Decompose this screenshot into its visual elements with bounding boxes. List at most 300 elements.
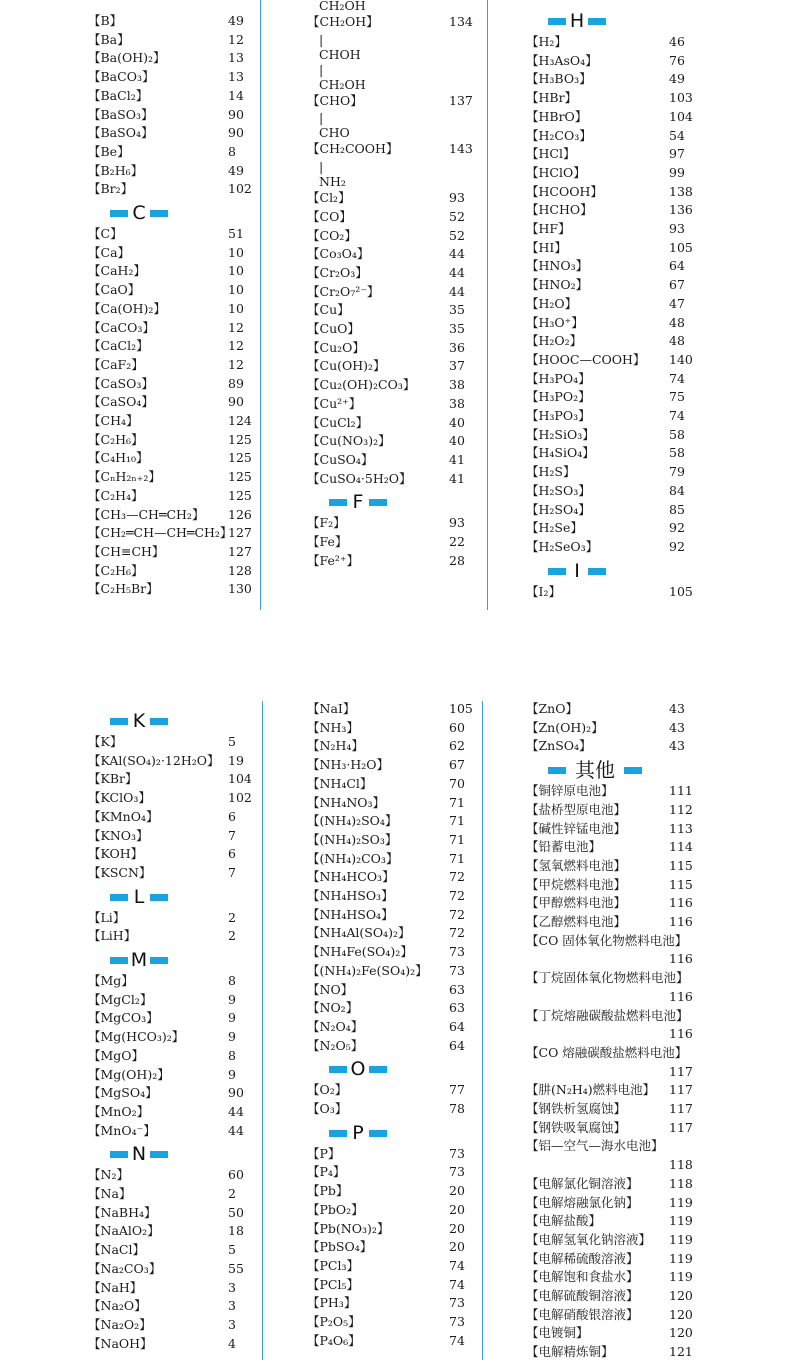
- entry-page: 102: [228, 181, 252, 197]
- entry-page: 105: [669, 239, 693, 255]
- entry-page: 44: [449, 264, 465, 280]
- entry-page: 115: [669, 876, 693, 892]
- structure-fragment: [319, 110, 350, 140]
- entry-formula: 【N₂】: [88, 1167, 129, 1183]
- header-bar-left: [548, 18, 566, 25]
- entry-page: 38: [449, 377, 465, 393]
- entry-page: 116: [669, 895, 693, 911]
- entry-page: 125: [228, 450, 252, 466]
- structure-line: |: [319, 159, 324, 175]
- entry-page: 93: [449, 515, 465, 531]
- entry-formula: 【电解稀硫酸溶液】: [526, 1250, 639, 1266]
- entry-page: 55: [228, 1260, 244, 1276]
- entry-formula: 【NO】: [307, 981, 354, 997]
- entry-formula: 【O₃】: [307, 1101, 348, 1116]
- entry-formula: 【HF】: [526, 221, 571, 236]
- entry-page: 44: [449, 283, 465, 299]
- entry-formula: 【钢铁吸氧腐蚀】: [526, 1119, 627, 1135]
- section-letter: F: [352, 491, 364, 514]
- entry-formula: 【CuCl₂】: [307, 414, 369, 430]
- header-bar-right: [369, 499, 387, 506]
- header-bar-left: [329, 1130, 347, 1137]
- entry-page: 99: [669, 164, 685, 180]
- entry-page: 119: [669, 1250, 693, 1266]
- entry-formula: 【P₄】: [307, 1164, 346, 1180]
- entry-formula: 【(NH₄)₂CO₃】: [307, 850, 399, 866]
- entry-formula: 【甲烷燃料电池】: [526, 876, 627, 892]
- entry-page: 105: [449, 701, 473, 716]
- structure-line: |: [319, 110, 324, 126]
- entry-page: 67: [449, 757, 465, 773]
- entry-page: 2: [228, 928, 236, 944]
- entry-formula: 【铅蓄电池】: [526, 839, 602, 855]
- entry-page: 58: [669, 445, 685, 461]
- section-header: [88, 1144, 258, 1166]
- entry-page: 3: [228, 1279, 236, 1295]
- section-header: [307, 492, 477, 514]
- top-column-1: [88, 12, 258, 612]
- entry-formula: 【H₃PO₂】: [526, 389, 591, 405]
- entry-formula: 【Cl₂】: [307, 190, 351, 206]
- entry-page: 85: [669, 501, 685, 517]
- entry-page: 78: [449, 1101, 465, 1116]
- entry-formula: 【电解氯化铜溶液】: [526, 1175, 639, 1191]
- entry-page: 6: [228, 846, 236, 862]
- entry-page: 38: [449, 395, 465, 411]
- entry-formula: 【CaCO₃】: [88, 319, 155, 335]
- entry-page: 117: [669, 1063, 693, 1079]
- bottom-column-2: [307, 700, 485, 1360]
- header-bar-right: [588, 568, 606, 575]
- entry-formula: 【NH₄Al(SO₄)₂】: [307, 925, 411, 941]
- entry-formula: 【N₂H₄】: [307, 738, 364, 754]
- entry-page: 128: [228, 562, 252, 578]
- entry-page: 9: [228, 1066, 236, 1082]
- header-bar-left: [110, 718, 128, 725]
- entry-formula: 【NaCl】: [88, 1242, 145, 1258]
- entry-formula: 【丁烷固体氧化物燃料电池】: [526, 970, 689, 986]
- header-bar-right: [150, 210, 168, 217]
- header-bar-right: [150, 957, 168, 964]
- entry-formula: 【P】: [307, 1145, 341, 1161]
- entry-formula: 【Cu²⁺】: [307, 395, 362, 411]
- entry-formula: 【H₂SO₄】: [526, 501, 591, 517]
- entry-formula: 【N₂O₄】: [307, 1018, 364, 1034]
- entry-formula: 【CO 固体氧化物燃料电池】: [526, 932, 688, 948]
- entry-formula: 【NH₄HSO₃】: [307, 888, 394, 903]
- entry-formula: 【B】: [88, 13, 123, 28]
- entry-formula: 【Be】: [88, 143, 130, 159]
- entry-page: 9: [228, 1010, 236, 1026]
- entry-page: 49: [669, 71, 685, 87]
- entry-page: 103: [669, 90, 693, 106]
- entry-formula: 【C₂H₅Br】: [88, 581, 159, 597]
- entry-page: 77: [449, 1082, 465, 1098]
- entry-formula: 【P₂O₅】: [307, 1314, 361, 1329]
- entry-page: 4: [228, 1335, 236, 1351]
- structure-line: |: [319, 31, 324, 47]
- entry-formula: 【CuSO₄】: [307, 451, 374, 467]
- entry-formula: 【NH₃·H₂O】: [307, 757, 389, 773]
- entry-formula: 【钢铁析氢腐蚀】: [526, 1101, 627, 1116]
- entry-page: 60: [449, 719, 465, 735]
- entry-page: 44: [449, 246, 465, 262]
- entry-page: 73: [449, 962, 465, 978]
- entry-page: 13: [228, 69, 244, 85]
- entry-formula: 【电解熔融氯化钠】: [526, 1194, 639, 1210]
- entry-page: 74: [449, 1257, 465, 1273]
- entry-page: 143: [449, 141, 473, 157]
- entry-formula: 【KBr】: [88, 771, 138, 787]
- entry-formula: 【CaO】: [88, 282, 141, 298]
- entry-page: 63: [449, 1000, 465, 1016]
- entry-formula: 【NaBH₄】: [88, 1204, 157, 1220]
- entry-page: 12: [228, 338, 244, 354]
- entry-formula: 【PCl₅】: [307, 1276, 359, 1292]
- header-bar-left: [329, 1066, 347, 1073]
- structure-fragment: [319, 0, 366, 13]
- entry-formula: 【H₂O₂】: [526, 333, 583, 349]
- entry-page: 43: [669, 719, 685, 735]
- entry-formula: 【PbO₂】: [307, 1201, 364, 1217]
- entry-page: 73: [449, 944, 465, 960]
- entry-formula: 【Cu₂(OH)₂CO₃】: [307, 377, 416, 393]
- entry-formula: 【H₂S】: [526, 464, 576, 480]
- entry-page: 140: [669, 351, 693, 367]
- entry-formula: 【N₂O₅】: [307, 1037, 364, 1053]
- entry-formula: 【BaCl₂】: [88, 87, 149, 103]
- entry-formula: 【CH₃—CH═CH₂】: [88, 506, 205, 522]
- entry-formula: 【HCOOH】: [526, 183, 603, 199]
- entry-page: 3: [228, 1298, 236, 1314]
- entry-page: 41: [449, 470, 465, 486]
- entry-formula: 【Ca(OH)₂】: [88, 300, 166, 316]
- entry-formula: 【碱性锌锰电池】: [526, 820, 627, 836]
- entry-page: 49: [228, 13, 244, 28]
- section-header: [88, 950, 258, 972]
- entry-page: 7: [228, 864, 236, 880]
- entry-page: 5: [228, 734, 236, 749]
- entry-formula: 【NH₄Fe(SO₄)₂】: [307, 944, 413, 960]
- entry-formula: 【KNO₃】: [88, 827, 149, 843]
- entry-page: 40: [449, 414, 465, 430]
- entry-formula: 【MnO₂】: [88, 1103, 150, 1119]
- entry-formula: 【H₃AsO₄】: [526, 52, 598, 68]
- entry-page: 52: [449, 208, 465, 224]
- entry-page: 64: [449, 1037, 465, 1053]
- entry-page: 113: [669, 820, 693, 836]
- entry-formula: 【CO₂】: [307, 227, 357, 243]
- entry-formula: 【CH₄】: [88, 413, 139, 428]
- entry-page: 119: [669, 1213, 693, 1229]
- entry-page: 93: [669, 221, 685, 236]
- entry-formula: 【BaSO₃】: [88, 106, 154, 122]
- entry-formula: 【Br₂】: [88, 181, 134, 197]
- entry-formula: 【CH₂═CH—CH═CH₂】: [88, 525, 233, 541]
- entry-page: 41: [449, 451, 465, 467]
- section-letter: 其他: [575, 758, 615, 783]
- entry-formula: 【KOH】: [88, 846, 144, 862]
- entry-formula: 【电解硫酸铜溶液】: [526, 1288, 639, 1303]
- entry-formula: 【Pb】: [307, 1183, 349, 1199]
- entry-formula: 【CO】: [307, 208, 352, 224]
- entry-page: 136: [669, 202, 693, 218]
- entry-formula: 【KAl(SO₄)₂·12H₂O】: [88, 752, 220, 768]
- entry-page: 72: [449, 925, 465, 941]
- top-column-3: [526, 7, 726, 607]
- section-header: [307, 1059, 477, 1081]
- entry-formula: 【电解饱和食盐水】: [526, 1269, 639, 1285]
- entry-formula: 【Ba】: [88, 31, 130, 47]
- entry-page: 20: [449, 1201, 465, 1217]
- entry-page: 90: [228, 394, 244, 410]
- entry-page: 10: [228, 263, 244, 279]
- entry-page: 92: [669, 520, 685, 536]
- entry-page: 44: [228, 1122, 244, 1138]
- entry-page: 97: [669, 146, 685, 162]
- entry-formula: 【Ca】: [88, 244, 131, 260]
- entry-formula: 【C₂H₄】: [88, 487, 144, 503]
- entry-page: 75: [669, 389, 685, 405]
- entry-page: 116: [669, 914, 693, 929]
- entry-formula: 【H₃O⁺】: [526, 314, 584, 330]
- header-bar-left: [110, 894, 128, 901]
- entry-formula: 【NaOH】: [88, 1335, 153, 1351]
- entry-formula: 【电解硝酸银溶液】: [526, 1306, 639, 1322]
- entry-page: 46: [669, 34, 685, 49]
- entry-formula: 【MgCl₂】: [88, 991, 153, 1007]
- entry-page: 43: [669, 701, 685, 716]
- entry-page: 127: [228, 525, 252, 541]
- entry-formula: 【F₂】: [307, 515, 346, 531]
- entry-formula: 【电解精炼铜】: [526, 1344, 614, 1360]
- entry-page: 47: [669, 295, 685, 311]
- entry-formula: 【KClO₃】: [88, 790, 151, 806]
- entry-formula: 【Mg(OH)₂】: [88, 1066, 170, 1082]
- section-letter: L: [133, 885, 145, 908]
- entry-page: 114: [669, 839, 693, 855]
- entry-page: 73: [449, 1295, 465, 1311]
- entry-formula: 【铝—空气—海水电池】: [526, 1138, 664, 1154]
- entry-page: 73: [449, 1314, 465, 1329]
- header-bar-right: [588, 18, 606, 25]
- entry-page: 10: [228, 300, 244, 316]
- entry-formula: 【NH₃】: [307, 719, 359, 735]
- entry-page: 104: [669, 108, 693, 124]
- entry-page: 12: [228, 356, 244, 372]
- section-header: [526, 561, 696, 583]
- entry-page: 119: [669, 1194, 693, 1210]
- entry-formula: 【CuO】: [307, 321, 360, 336]
- entry-formula: 【NH₄HCO₃】: [307, 869, 395, 885]
- structure-line: |: [319, 61, 324, 77]
- structure-fragment: [319, 32, 366, 92]
- entry-page: 5: [228, 1242, 236, 1258]
- entry-formula: 【MgCO₃】: [88, 1010, 159, 1026]
- entry-formula: 【PbSO₄】: [307, 1239, 373, 1255]
- entry-formula: 【Fe²⁺】: [307, 552, 359, 568]
- entry-page: 8: [228, 143, 236, 159]
- section-header: [88, 711, 258, 733]
- entry-page: 52: [449, 227, 465, 243]
- entry-page: 35: [449, 321, 465, 336]
- entry-formula: 【CHO】: [307, 92, 363, 108]
- entry-page: 72: [449, 869, 465, 885]
- entry-page: 90: [228, 106, 244, 122]
- header-bar-right: [150, 718, 168, 725]
- header-bar-left: [548, 568, 566, 575]
- entry-formula: 【CO 熔融碳酸盐燃料电池】: [526, 1044, 688, 1060]
- entry-page: 111: [669, 783, 693, 799]
- entry-page: 134: [449, 14, 473, 29]
- entry-formula: 【Mg】: [88, 973, 134, 988]
- entry-formula: 【CuSO₄·5H₂O】: [307, 470, 412, 486]
- entry-formula: 【CₙH₂ₙ₊₂】: [88, 469, 161, 485]
- entry-formula: 【甲醇燃料电池】: [526, 895, 627, 911]
- section-header: [88, 887, 258, 909]
- entry-page: 12: [228, 319, 244, 335]
- section-header: [526, 760, 696, 782]
- structure-line: CH₂OH: [319, 76, 366, 92]
- entry-formula: 【PH₃】: [307, 1295, 357, 1311]
- entry-page: 102: [228, 790, 252, 806]
- entry-formula: 【H₂】: [526, 34, 567, 49]
- entry-formula: 【NH₄Cl】: [307, 775, 373, 791]
- entry-formula: 【Na₂CO₃】: [88, 1260, 162, 1276]
- entry-formula: 【Zn(OH)₂】: [526, 719, 604, 735]
- entry-formula: 【PCl₃】: [307, 1257, 359, 1273]
- entry-page: 43: [669, 738, 685, 754]
- entry-formula: 【H₂O】: [526, 295, 578, 311]
- entry-page: 118: [669, 1157, 693, 1173]
- entry-formula: 【NaAlO₂】: [88, 1223, 160, 1239]
- entry-page: 20: [449, 1183, 465, 1199]
- entry-formula: 【丁烷熔融碳酸盐燃料电池】: [526, 1007, 689, 1023]
- entry-page: 2: [228, 1186, 236, 1201]
- entry-formula: 【Co₃O₄】: [307, 246, 370, 262]
- entry-formula: 【BaSO₄】: [88, 125, 154, 141]
- entry-page: 3: [228, 1316, 236, 1332]
- entry-page: 71: [449, 850, 465, 866]
- entry-page: 22: [449, 534, 465, 549]
- entry-page: 121: [669, 1344, 693, 1360]
- entry-formula: 【HOOC—COOH】: [526, 351, 646, 367]
- entry-page: 117: [669, 1119, 693, 1135]
- entry-page: 137: [449, 92, 473, 108]
- entry-page: 40: [449, 433, 465, 449]
- entry-formula: 【H₂CO₃】: [526, 127, 592, 143]
- entry-page: 71: [449, 813, 465, 829]
- entry-page: 93: [449, 190, 465, 206]
- entry-page: 124: [228, 413, 252, 428]
- entry-formula: 【I₂】: [526, 583, 561, 599]
- entry-formula: 【ZnSO₄】: [526, 738, 592, 754]
- entry-formula: 【CH₂COOH】: [307, 141, 399, 157]
- entry-page: 20: [449, 1220, 465, 1236]
- entry-formula: 【Fe】: [307, 534, 348, 549]
- entry-formula: 【CaCl₂】: [88, 338, 149, 354]
- entry-page: 67: [669, 277, 685, 293]
- entry-page: 8: [228, 1047, 236, 1063]
- entry-formula: 【Cr₂O₇²⁻】: [307, 283, 380, 299]
- entry-page: 62: [449, 738, 465, 754]
- entry-page: 19: [228, 752, 244, 768]
- entry-page: 118: [669, 1175, 693, 1191]
- section-letter: O: [350, 1058, 366, 1081]
- section-letter: M: [130, 949, 148, 971]
- section-header: [526, 11, 696, 33]
- entry-formula: 【Cu₂O】: [307, 339, 365, 355]
- entry-formula: 【B₂H₆】: [88, 162, 144, 178]
- section-header: [88, 203, 258, 225]
- entry-page: 58: [669, 426, 685, 442]
- header-bar-right: [624, 767, 642, 774]
- entry-page: 63: [449, 981, 465, 997]
- entry-page: 20: [449, 1239, 465, 1255]
- entry-page: 9: [228, 1029, 236, 1045]
- entry-formula: 【HCHO】: [526, 202, 593, 218]
- entry-page: 8: [228, 973, 236, 988]
- entry-formula: 【HCl】: [526, 146, 576, 162]
- entry-formula: 【MgO】: [88, 1047, 145, 1063]
- entry-formula: 【O₂】: [307, 1082, 348, 1098]
- entry-formula: 【电解盐酸】: [526, 1213, 602, 1229]
- structure-line: CHOH: [319, 46, 361, 62]
- entry-formula: 【H₂SO₃】: [526, 482, 591, 498]
- entry-formula: 【Na】: [88, 1186, 132, 1201]
- entry-formula: 【HNO₃】: [526, 258, 589, 274]
- entry-page: 2: [228, 909, 236, 925]
- entry-formula: 【H₃PO₃】: [526, 408, 591, 423]
- entry-formula: 【NO₂】: [307, 1000, 359, 1016]
- entry-formula: 【P₄O₆】: [307, 1332, 361, 1348]
- entry-formula: 【C₂H₆】: [88, 431, 144, 447]
- entry-page: 50: [228, 1204, 244, 1220]
- entry-page: 120: [669, 1325, 693, 1341]
- entry-page: 92: [669, 538, 685, 554]
- entry-formula: 【HClO】: [526, 164, 586, 180]
- header-bar-right: [369, 1130, 387, 1137]
- entry-page: 73: [449, 1145, 465, 1161]
- entry-formula: 【HBr】: [526, 90, 578, 106]
- entry-page: 10: [228, 282, 244, 298]
- entry-formula: 【Ba(OH)₂】: [88, 50, 166, 66]
- entry-formula: 【(NH₄)₂SO₃】: [307, 831, 398, 847]
- entry-formula: 【H₃BO₃】: [526, 71, 592, 87]
- entry-formula: 【CH≡CH】: [88, 543, 165, 559]
- entry-formula: 【HBrO】: [526, 108, 588, 124]
- entry-formula: 【H₂SeO₃】: [526, 538, 599, 554]
- entry-page: 36: [449, 339, 465, 355]
- entry-page: 90: [228, 1085, 244, 1101]
- entry-formula: 【CaSO₃】: [88, 375, 154, 391]
- entry-formula: 【(NH₄)₂Fe(SO₄)₂】: [307, 962, 428, 978]
- entry-page: 79: [669, 464, 685, 480]
- entry-page: 120: [669, 1288, 693, 1303]
- entry-page: 125: [228, 431, 252, 447]
- entry-page: 71: [449, 831, 465, 847]
- bottom-column-3: [526, 700, 736, 1360]
- top-column-2: [307, 0, 485, 610]
- header-bar-right: [369, 1066, 387, 1073]
- entry-page: 10: [228, 244, 244, 260]
- entry-page: 54: [669, 127, 685, 143]
- entry-page: 104: [228, 771, 252, 787]
- entry-formula: 【Na₂O】: [88, 1298, 147, 1314]
- entry-formula: 【CaSO₄】: [88, 394, 154, 410]
- entry-formula: 【LiH】: [88, 928, 137, 944]
- entry-formula: 【MgSO₄】: [88, 1085, 158, 1101]
